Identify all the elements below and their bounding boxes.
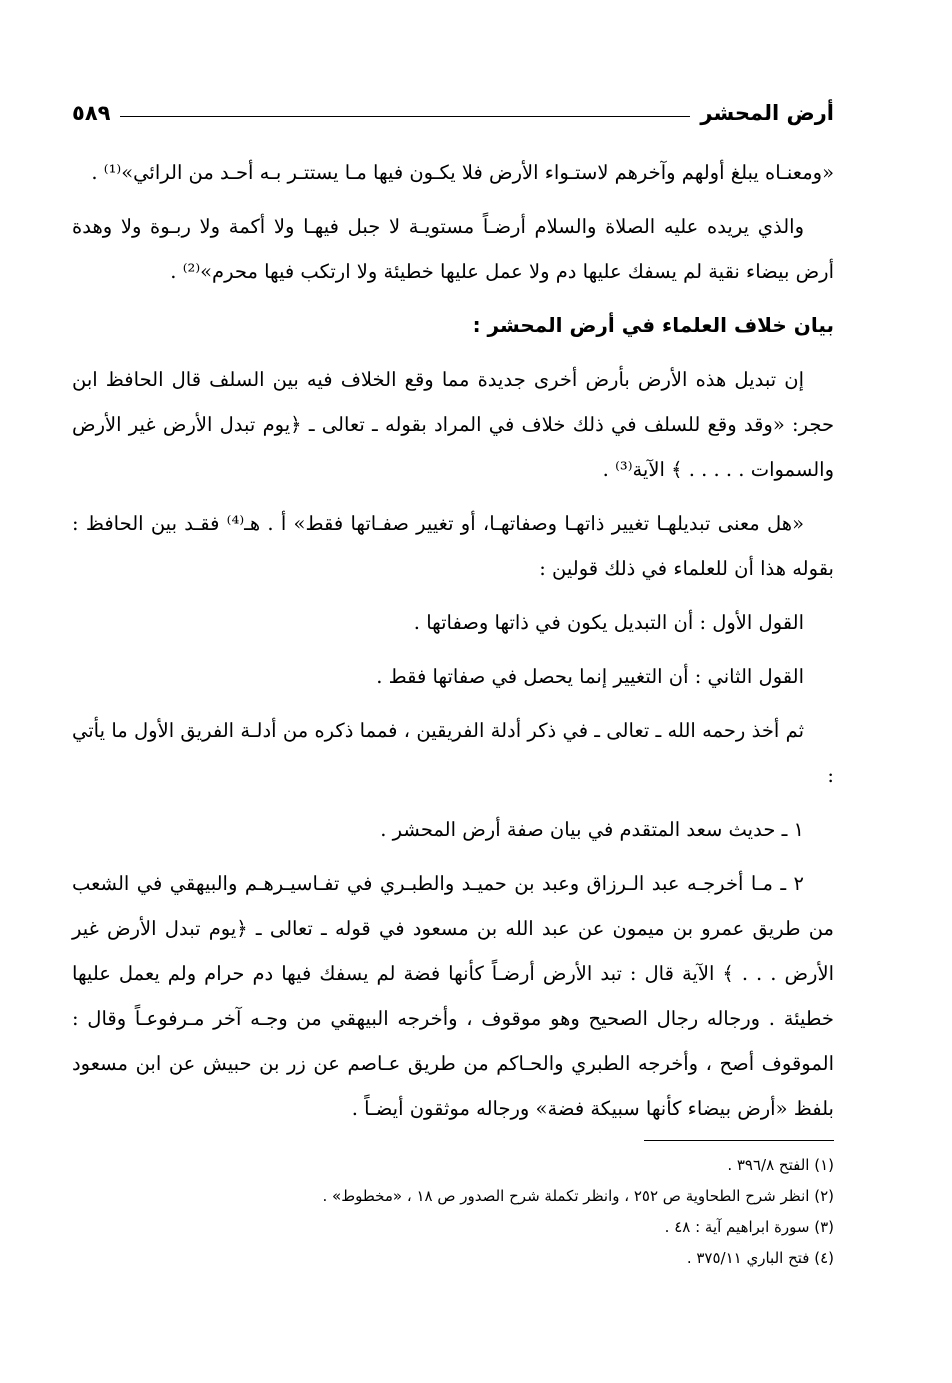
paragraph-evidence-intro: ثم أخذ رحمه الله ـ تعالى ـ في ذكر أدلة الفريقين ، فمما ذكره من أدلـة الفريق الأول ما يأتي : [72,719,834,787]
paragraph-second-opinion: القول الثاني : أن التغيير إنما يحصل في صفاتها فقط . [376,665,804,688]
footnote-rule [644,1140,834,1141]
paragraph-two-opinions: «هل معنى تبديلهـا تغيير ذاتهـا وصفاتهـا، أو تغيير صفـاتها فقط» أ . هـ⁽⁴⁾ فقـد بين الحافظ : بقوله هذا أن للعلماء في ذلك قولين : [72,512,834,580]
footnote-3: (٣) سورة ابراهيم آية : ٤٨ . [664,1218,834,1236]
section-heading: بيان خلاف العلماء في أرض المحشر : [472,313,834,337]
footnote-2: (٢) انظر شرح الطحاوية ص ٢٥٢ ، وانظر تكملة شرح الصدور ص ١٨ ، «مخطوط» . [322,1187,834,1205]
footnote-4: (٤) فتح الباري ٣٧٥/١١ . [686,1249,834,1267]
header-rule [120,116,690,117]
paragraph-flat-earth: والذي يريده عليه الصلاة والسلام أرضـاً مستويـة لا جبل فيهـا ولا أكمة ولا ربـوة ولا وهدة أرض بيضاء نقية لم يسفك عليها دم ولا عمل عليها خطيئة ولا ارتكب فيها محرم»⁽²⁾ . [72,215,834,283]
running-title: أرض المحشر [700,101,834,125]
paragraph-first-opinion: القول الأول : أن التبديل يكون في ذاتها وصفاتها . [413,611,804,634]
paragraph-ibn-hajar: إن تبديل هذه الأرض بأرض أخرى جديدة مما وقع الخلاف فيه بين السلف قال الحافظ ابن حجر: «وقد وقع للسلف في ذلك خلاف في المراد بقوله ـ تعالى ـ ﴿يوم تبدل الأرض غير الأرض والسموات . . . . . ﴾ الآية⁽³⁾ . [72,368,834,481]
paragraph-quote-continuation: «ومعنـاه يبلغ أولهم وآخرهم لاستـواء الأرض فلا يكـون فيها مـا يستتـر بـه أحـد من الرائي»⁽¹⁾ . [91,161,834,184]
footnotes [72,1150,834,1274]
page-header [72,96,834,130]
footnote-1: (١) الفتح ٣٩٦/٨ . [727,1156,834,1174]
list-item-1: ١ ـ حديث سعد المتقدم في بيان صفة أرض المحشر . [380,818,804,841]
body-text [72,150,834,1140]
page-number: ٥٨٩ [72,101,111,125]
list-item-2: ٢ ـ مـا أخرجـه عبد الـرزاق وعبد بن حميـد والطبـري في تفـاسيـرهـم والبيهقي في الشعب من طريق عمرو بن ميمون عن عبد الله بن مسعود في قوله ـ تعالى ـ ﴿يوم تبدل الأرض غير الأرض . . . ﴾ الآية قال : تبد الأرض أرضـاً كأنها فضة لم يسفك فيها دم حرام ولم يعمل عليها خطيئة . ورجاله رجال الصحيح وهو موقوف ، وأخرجه البيهقي من وجـه آخر مـرفوعـاً وقال : الموقوف أصح ، وأخرجه الطبري والحـاكم من طريق عـاصم عن زر بن حبيش عن ابن مسعود بلفظ «أرض بيضاء كأنها سبيكة فضة» ورجاله موثقون أيضـاً . [72,872,834,1120]
